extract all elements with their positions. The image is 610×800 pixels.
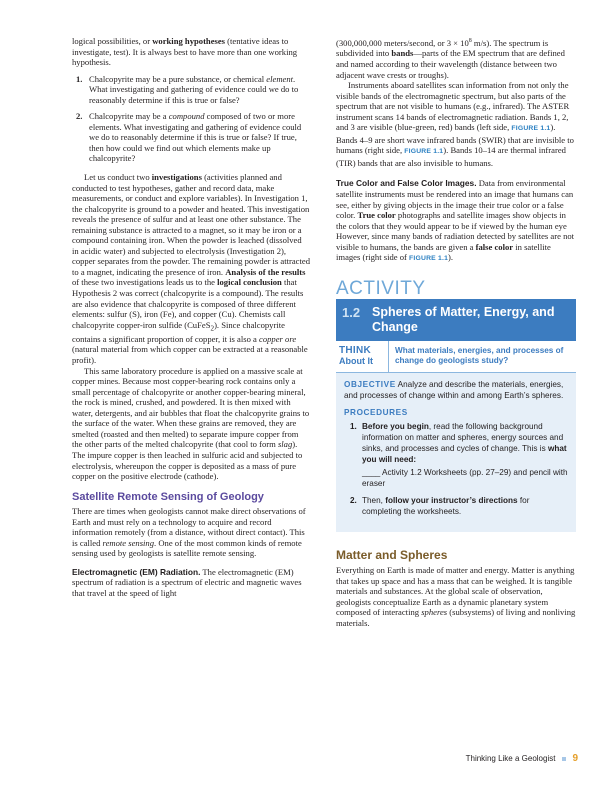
figure-reference[interactable]: FIGURE 1.1 — [404, 148, 444, 156]
checkbox-blank[interactable]: ____ — [362, 468, 381, 478]
list-item: 1. Chalcopyrite may be a pure substance, or chemical element. What investigating and gathering of evidence could we do to reasonably determine if this is true or false? — [76, 73, 299, 105]
page-footer — [466, 753, 578, 764]
right-column — [336, 36, 576, 628]
footer-square-icon — [562, 757, 566, 761]
activity-body — [336, 373, 576, 532]
think-about-it-label: THINK About It — [336, 341, 389, 372]
investigations-paragraph: Let us conduct two investigations (activities planned and conducted to test hypotheses, gather and record data, make measurements, or conduct and explore variables). In Investigation 1, the chalcopyrite is ground to a powder and heated. This investigation reveals the presence of sulfur and at least one other substance. The remaining substance is attracted to a magnet, so it may be iron or a compound containing iron. When the powder is leached (dissolved in acidic water) and subjected to electrolysis (Investigation 2), copper separates from the powder. The remaining powder is attracted to a magnet, indicating the presence of iron. Analysis of the results of these two investigations leads us to the logical conclusion that Hypothesis 2 was correct (chalcopyrite is a compound). The results are also evidence that chalcopyrite is composed of three different elements: sulfur (S), iron (Fe), and copper (Cu). Chemists call chalcopyrite copper-iron sulfide (CuFeS$_2$). Since chalcopyrite contains a significant proportion of copper, it is also a copper ore (natural material from which copper can be extracted at a reasonable profit). — [72, 172, 310, 366]
running-footer-title: Thinking Like a Geologist — [465, 754, 556, 763]
list-item: 2. Chalcopyrite may be a compound composed of two or more elements. What investigating and gathering of evidence could we do to reasonably determine if this is true or false? If true, then how could we find out which elements make up chalcopyrite? — [76, 111, 302, 164]
mining-paragraph: This same laboratory procedure is applied on a massive scale at copper mines. Because most copper-bearing rock contains only a small percentage of chalcopyrite or another copper-bearing mineral, the rock is mined, crushed, and powdered. It is then mixed with water, detergents, and air bubbles that float the chalcopyrite grains to the surface of the water. When these grains are removed, they are smelted (roasted and then melted) to separate impure copper from the other parts of the melted chalcopyrite (that cool to form slag). The impure copper is then leached in sulfuric acid and subjected to electrolysis, whereupon the copper is deposited as a mass of pure copper on the positive electrode (cathode). — [72, 365, 310, 482]
left-column — [72, 36, 310, 599]
matter-section-heading: Matter and Spheres — [336, 547, 448, 562]
em-radiation-paragraph: Electromagnetic (EM) Radiation. The electromagnetic (EM) spectrum of radiation is a spectrum of electric and magnetic waves that travel at the speed of light — [72, 566, 302, 598]
activity-box — [336, 279, 576, 532]
procedure-steps — [344, 422, 568, 517]
activity-title: Spheres of Matter, Energy, and Change — [372, 304, 555, 334]
color-images-paragraph: True Color and False Color Images. Data from environmental satellite instruments must be rendered into an image that humans can see, either by giving objects in the image their true color or a false color. True color photographs and satellite images show objects in the colors that they would appear to be if viewed by the human eye However, since many bands of radiation detected by satellites are not visible to humans, the bands are given a false color in satellite images (right side of FIGURE 1.1). — [336, 178, 575, 263]
figure-reference[interactable]: FIGURE 1.1 — [409, 255, 449, 263]
think-question: What materials, energies, and processes of change do geologists study? — [395, 345, 564, 366]
em-spectrum-paragraph: (300,000,000 meters/second, or $3 \times 10^8$ m/s). The spectrum is subdivided into bands—parts of the EM spectrum that are defined and named according to their wavelength (distance between two adjacent wave crests or troughs). — [336, 37, 565, 80]
page-number: 9 — [572, 753, 578, 764]
hypothesis-list — [72, 74, 310, 164]
procedures-label: PROCEDURES — [344, 408, 408, 418]
think-about-it-row — [336, 341, 576, 373]
activity-title-band — [336, 299, 576, 341]
materials-needed: ____ Activity 1.2 Worksheets (pp. 27–29) and pencil with eraser — [362, 468, 568, 489]
list-item: 1. Before you begin, read the following background information on matter and spheres, energy sources and sinks, and processes and cycles of change. This is what you will need: ____ Activity 1.2 Worksheets (pp. 27–29) and pencil with eraser — [350, 422, 568, 489]
activity-label: ACTIVITY — [336, 277, 426, 299]
list-item: 2. Then, follow your instructor’s directions for completing the worksheets. — [350, 495, 530, 516]
activity-number: 1.2 — [342, 304, 361, 320]
intro-paragraph: logical possibilities, or working hypotheses (tentative ideas to investigate, test). It is always best to have more than one working hypothesis. — [72, 36, 298, 68]
matter-paragraph: Everything on Earth is made of matter and energy. Matter is anything that takes up space and has a mass that can be weighed. It is tangible materials and substances. At the global scale of observation, geologists conceptualize Earth as a dynamic planetary system composed of interacting spheres (subsystems) of living and nonliving materials. — [336, 565, 576, 628]
aster-paragraph: Instruments aboard satellites scan information from not only the visible bands of the electromagnetic spectrum, but also parts of the spectrum that are not visible to humans (e.g., infrared). The ASTER instrument scans 14 bands of electromagnetic radiation. Bands 1, 2, and 3 are visible (blue-green, red) bands (left side, FIGURE 1.1). Bands 4–9 are short wave infrared bands (SWIR) that are invisible to humans (right side, FIGURE 1.1). Bands 10–14 are thermal infrared (TIR) bands that are also invisible to humans. — [336, 80, 574, 168]
objective: OBJECTIVE Analyze and describe the materials, energies, and processes of change within and among Earth’s spheres. — [344, 379, 564, 400]
figure-reference[interactable]: FIGURE 1.1 — [511, 125, 551, 133]
satellite-section-heading: Satellite Remote Sensing of Geology — [72, 490, 264, 503]
remote-sensing-paragraph: There are times when geologists cannot make direct observations of Earth and must rely on a technology to acquire and record information remotely (from a distance, without direct contact). This is called remote sensing. One of the most common kinds of remote sensing used by geologists is satellite remote sensing. — [72, 506, 306, 559]
